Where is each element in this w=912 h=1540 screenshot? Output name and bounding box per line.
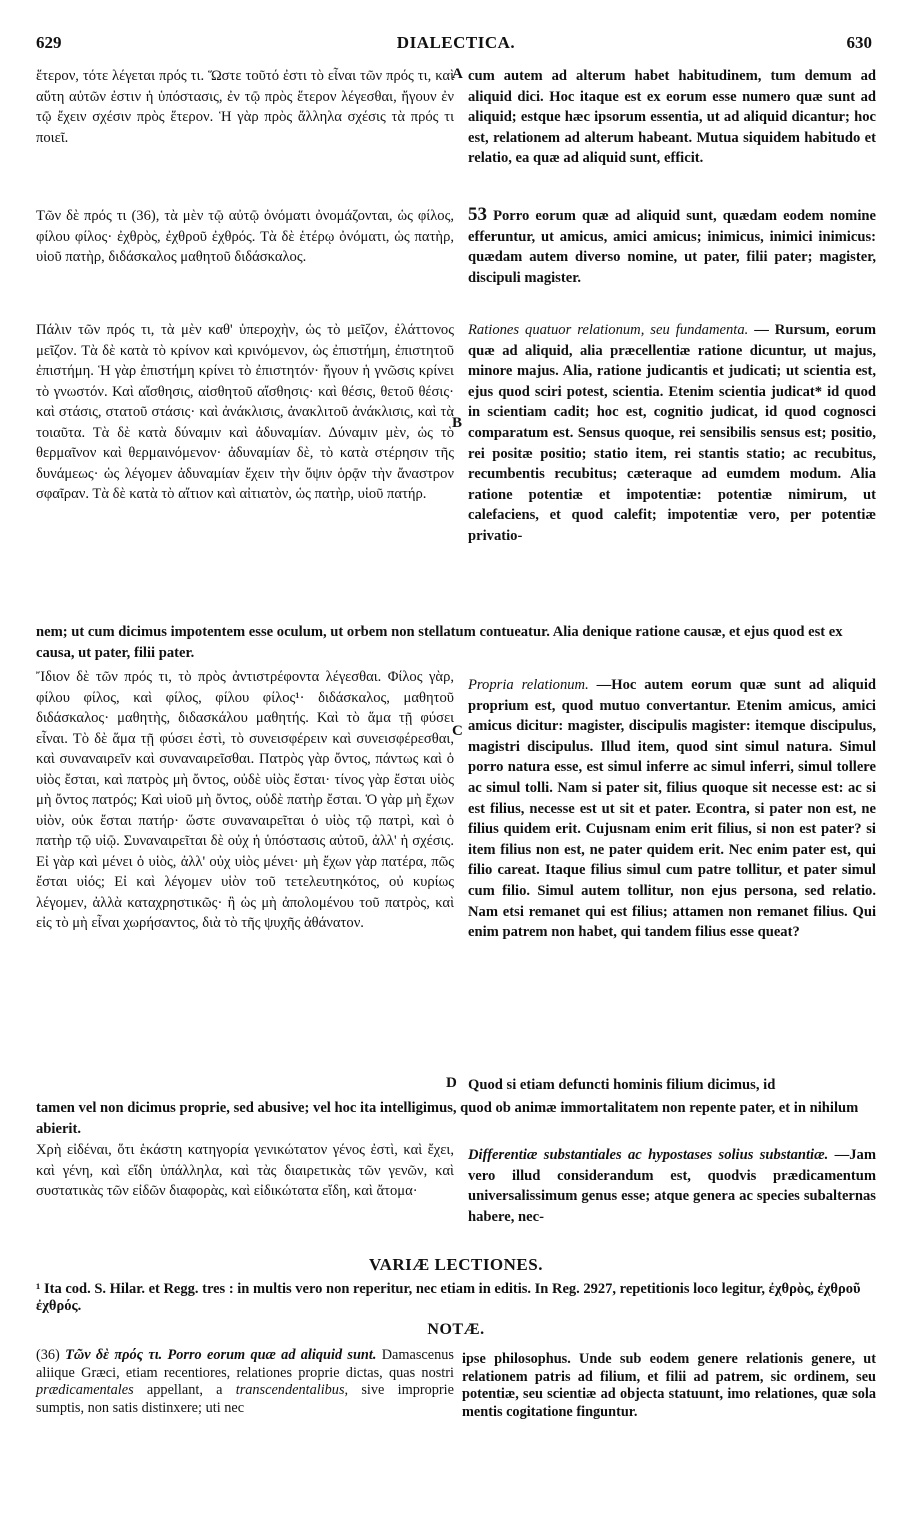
variae-lectiones-title: VARIÆ LECTIONES.: [369, 1255, 543, 1274]
latin-heading-differentiae: Differentiæ substantiales ac hypostases solius substantiæ.: [468, 1147, 829, 1163]
variae-lectiones-text: ¹ Ita cod. S. Hilar. et Regg. tres : in multis vero non reperitur, nec etiam in editis. In Reg. 2927, repetitionis loco legitur, ἐχθρὸς, ἐχθροῦ ἐχθρός.: [36, 1281, 861, 1314]
note-text-a: Damascenus aliique Græci, etiam recentiores, relationes proprie dictas, quas nostri: [36, 1347, 454, 1381]
note-italic-transcendentalibus: transcendentalibus: [235, 1382, 345, 1398]
page-number-right: 630: [846, 33, 872, 52]
greek-paragraph-2: Τῶν δὲ πρός τι (36), τὰ μὲν τῷ αὐτῷ ὀνόματι ὀνομάζονται, ὡς φίλος, φίλου φίλος· ἐχθρὸς, ἐχθροῦ ἐχθρός. Τὰ δὲ ἑτέρῳ ὀνόματι, ὡς πατὴρ, υἱοῦ πατὴρ, διδάσκαλος μαθητοῦ διδάσκαλος.: [36, 208, 454, 265]
page-title: DIALECTICA.: [396, 33, 516, 52]
latin-paragraph-2-text: Porro eorum quæ ad aliquid sunt, quædam eodem nomine efferuntur, ut amicus, amici amicus; inimicus, inimici inimicus: quædam autem diverso nomine, ut pater, filii pater; magister, discipuli magister.: [468, 208, 876, 286]
notae-title: NOTÆ.: [427, 1321, 485, 1338]
greek-paragraph-4: Ἴδιον δὲ τῶν πρός τι, τὸ πρὸς ἀντιστρέφοντα λέγεσθαι. Φίλος γὰρ, φίλου φίλος, καὶ φίλος, φίλου φίλος¹· διδάσκαλος, μαθητοῦ διδάσκαλος· μαθητὴς, διδασκάλου μαθητής. Καὶ τὸ ἅμα τῇ φύσει εἶναι. Τὸ δὲ ἅμα τῇ φύσει ἐστὶ, τὸ συνεισφέρειν καὶ συνεισφέρεσθαι, καὶ συναναιρεῖν καὶ συναναιρεῖσθαι. Πατρὸς γὰρ ὄντος, πάντως καὶ ὁ υἱὸς ἔσται, καὶ πατρὸς μὴ ὄντος, οὐδὲ υἱὸς ἔσται· τίνος γὰρ ἔσται υἱὸς μὴ ὄντος πατρός; Καὶ υἱοῦ μὴ ὄντος, οὐδὲ πατὴρ ἔσται. Ὁ γὰρ μὴ ἔχων υἱὸν, οὐκ ἔσται πατήρ· ὥστε συναναιρεῖται ὁ υἱὸς τῷ πατρὶ, καὶ ὁ πατὴρ τῷ υἱῷ. Συναναιρεῖται δὲ οὐχ ἡ ὑπόστασις αὐτοῦ, ἀλλ' ἡ σχέσις. Εἰ γὰρ καὶ μένει ὁ υἱὸς, ἀλλ' οὐχ υἱὸς μένει· μὴ ἔχων γὰρ πατέρα, πῶς ἔσται υἱός; Εἰ καὶ λέγομεν υἱὸν τοῦ τετελευτηκότος, οὐ κυρίως λέγομεν, ἀλλὰ καταχρηστικῶς· ἢ ὡς μὴ ἀπολομένου τοῦ πατρὸς, καὶ εἰς τὸ μὴ εἶναι χωρήσαντος, διὰ τὸ τῆς ψυχῆς ἀθάνατον.: [36, 669, 454, 931]
latin-paragraph-1: cum autem ad alterum habet habitudinem, tum demum ad aliquid dici. Hoc itaque est ex eorum esse numero quæ sunt ad aliquid; estque hæc ipsorum essentia, ut ad aliquid dicantur; hoc est, relationem ad alterum habeant. Mutua siquidem habitudo et relatio, ea quæ ad aliquid sunt, efficit.: [468, 68, 876, 167]
notae-column-2: ipse philosophus. Unde sub eodem genere relationis genere, ut relationem patris ad filium, et filii ad patrem, sic ordinem, seu potentiæ, seu scientiæ ad objecta statuunt, imo relationes, quæ sola mentis cogitatione finguntur.: [462, 1351, 876, 1420]
note-number: (36): [36, 1347, 60, 1363]
section-number-53: 53: [468, 204, 487, 225]
latin-paragraph-5: Quod si etiam defuncti hominis filium dicimus, id: [468, 1077, 776, 1093]
greek-paragraph-1: ἕτερον, τότε λέγεται πρός τι. Ὥστε τοῦτό ἐστι τὸ εἶναι τῶν πρός τι, καὶ αὕτη αὐτῶν ἐστιν ἡ ὑπόστασις, ἐν τῷ πρὸς ἕτερον λέγεσθαι, ἤγουν ἐν τῷ ἔχειν σχέσιν πρὸς ἕτερον. Ἡ γὰρ πρὸς ἄλληλα σχέσις τὰ πρός τι ποιεῖ.: [36, 68, 454, 146]
latin-paragraph-3: [468, 320, 876, 547]
margin-marker-a: A: [452, 66, 463, 82]
latin-heading-propria: Propria relationum.: [468, 677, 589, 693]
note-text-b: appellant, a: [146, 1382, 223, 1398]
margin-marker-d: D: [446, 1075, 457, 1091]
notae-column-1: [36, 1347, 454, 1417]
full-width-continuation-1: nem; ut cum dicimus impotentem esse oculum, ut orbem non stellatum contueatur. Alia denique ratione causæ, et ejus quod est ex causa, ut pater, filii pater.: [36, 624, 843, 661]
latin-paragraph-6: [468, 1145, 876, 1227]
latin-paragraph-4: [468, 675, 876, 943]
full-width-continuation-2: tamen vel non dicimus proprie, sed abusive; vel hoc ita intelligimus, quod ob animæ immortalitatem non repente pater, et in nihilum abierit.: [36, 1100, 859, 1137]
latin-paragraph-2: [468, 205, 876, 288]
note-lemma: Τῶν δὲ πρός τι. Porro eorum quæ ad aliquid sunt.: [65, 1347, 377, 1363]
latin-heading-rationes: Rationes quatuor relationum, seu fundamenta.: [468, 322, 749, 338]
greek-paragraph-5: Χρὴ εἰδέναι, ὅτι ἑκάστη κατηγορία γενικώτατον γένος ἐστὶ, καὶ ἔχει, καὶ γένη, καὶ εἴδη ὑπάλληλα, καὶ τὰς διαιρετικὰς τῶν γενῶν, καὶ συστατικὰς τῶν εἰδῶν διαφορὰς, καὶ εἰδικώτατα εἴδη, καὶ ἄτομα·: [36, 1142, 454, 1199]
note-text-c: , sive improprie sumptis, non satis distinxere; uti nec: [36, 1382, 454, 1416]
margin-marker-c: C: [452, 723, 463, 739]
latin-paragraph-4-text: —Hoc autem eorum quæ sunt ad aliquid proprium est, quod mutuo convertantur. Etenim amicus, amici amicus dicitur: magister, discipulis magister: itemque discipulus, magistri discipulus. Illud item, quod sint simul natura. Simul porro natura esse, est simul inferre ac simul inferri, simul tollere ac simul tolli. Nam si pater sit, filius quoque sit necesse est: ac si est filius, necesse est ut sit et pater. Econtra, si pater non est, ne filius quidem erit. Cujusnam enim erit filius, si non est pater? si item filius non est, ne pater quidem erit. Nec enim pater est, qui filio careat. Itaque filius simul cum patre tollitur, et pater simul cum filio. Simul autem tollitur, non ejus persona, sed relatio. Nam etsi remanet qui est filius; attamen non remanet filius. Qui enim patrem non habet, qui tandem filius esse queat?: [468, 677, 877, 941]
margin-marker-b: B: [452, 415, 463, 431]
note-italic-praedicamentales: prædicamentales: [36, 1382, 134, 1398]
running-header: [0, 33, 912, 57]
page-number-left: 629: [36, 33, 62, 52]
latin-paragraph-3-text: — Rursum, eorum quæ ad aliquid, alia præcellentiæ ratione dicuntur, ut majus, minore majus. Alia, ratione judicantis et judicati; ut scientia est, ejus quod sciri potest, scientia. Etenim scientia judicat* id quod in scientiam cadit; hoc est, cognitio judicat, id quod cognosci comparatum est. Sensus quoque, rei sensibilis sensus est; positio, rei positæ positio; statio item, rei stantis statio; ac recubitus, recumbentis recubitus; cæteraque ad eumdem modum. Alia ratione potentiæ et impotentiæ: potentiæ nimirum, ut calefaciens, et quod calefit; impotentiæ vero, per potentiæ privatio-: [468, 322, 877, 544]
greek-paragraph-3: Πάλιν τῶν πρός τι, τὰ μὲν καθ' ὑπεροχὴν, ὡς τὸ μεῖζον, ἐλάττονος μεῖζον. Τὰ δὲ κατὰ τὸ κρίνον καὶ κρινόμενον, ὡς ἐπιστήμη, ἐπιστητοῦ ἐπιστήμη. Ἡ γὰρ ἐπιστήμη κρίνει τὸ ἐπιστητόν· ἤγουν ἡ γνῶσις κρίνει τὸ γνωστόν. Καὶ αἴσθησις, αἰσθητοῦ αἴσθησις· καὶ θέσις, θετοῦ θέσις· καὶ στάσις, στατοῦ στάσις· καὶ ἀνάκλισις, ἀνακλιτοῦ ἀνάκλισις, καὶ τὰ τοιαῦτα. Τὰ δὲ κατὰ δύναμιν καὶ ἀδυναμίαν. Δύναμιν μὲν, ὡς τὸ θερμαῖνον καὶ θερμαινόμενον· ἀδυναμίαν δὲ, τὸ κατὰ στέρησιν τῆς δυνάμεως· ὡς λέγομεν ἀδυναμίαν ἔχειν τὴν ὄψιν ὁρᾷν τὴν ἄναστρον σφαῖραν. Τὰ δὲ κατὰ τὸ αἴτιον καὶ αἰτιατὸν, ὡς πατὴρ, υἱοῦ πατήρ.: [36, 322, 454, 502]
latin-paragraph-6-text: —Jam vero illud considerandum est, quodvis prædicamentum universalissimum genus esse; atque genera ac species subalternas habere, nec-: [468, 1147, 877, 1225]
